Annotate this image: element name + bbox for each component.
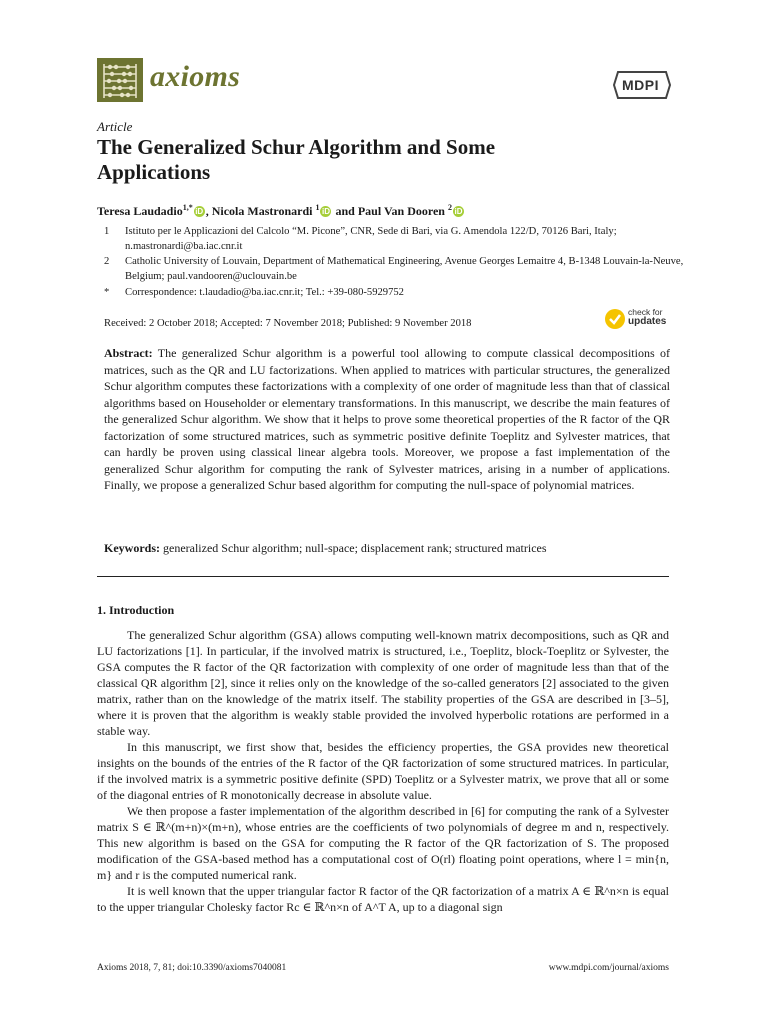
divider bbox=[97, 576, 669, 577]
keywords-label: Keywords: bbox=[104, 541, 160, 555]
section-body bbox=[97, 627, 669, 915]
author-affiliation-mark: 2 bbox=[447, 203, 452, 212]
article-type: Article bbox=[97, 119, 133, 134]
author-name: Teresa Laudadio bbox=[97, 204, 183, 218]
orcid-icon[interactable]: iD bbox=[195, 207, 204, 216]
author-affiliation-mark: 1 bbox=[315, 203, 320, 212]
affiliation-mark: 1 bbox=[104, 226, 110, 237]
check-updates-label: check for updates bbox=[628, 307, 667, 327]
check-for-updates-badge[interactable] bbox=[604, 307, 667, 335]
author-name: Paul Van Dooren bbox=[357, 204, 445, 218]
paragraph: The generalized Schur algorithm (GSA) allows computing well-known matrix decompositions, such as QR and LU factorizations [1]. In particular, if the involved matrix is structured, i.e., Toeplitz, block-Toeplitz or Sylvester, the GSA computes the R factor of the QR factorization with complexity of one order of magnitude less than that of the classical QR algorithm [2], since it relies only on the knowledge of the so-called generators [2] associated to the given matrix, rather than on the knowledge of the matrix itself. The stability properties of the GSA are described in [3–5], where it is proven that the algorithm is weakly stable provided the involved hyperbolic rotations are performed in a stable way. bbox=[97, 628, 669, 738]
check-updates-icon bbox=[604, 308, 626, 330]
orcid-icon[interactable]: iD bbox=[321, 207, 330, 216]
paragraph: It is well known that the upper triangular factor R factor of the QR factorization of a matrix A ∈ ℝ^n×n is equal to the upper triangular Cholesky factor Rc ∈ ℝ^n×n of A^T A, up to a diagonal sign bbox=[97, 884, 669, 914]
section-heading: 1. Introduction bbox=[97, 603, 175, 617]
author-affiliation-mark: 1,* bbox=[182, 203, 193, 212]
keywords-text: generalized Schur algorithm; null-space; displacement rank; structured matrices bbox=[163, 541, 547, 555]
paragraph: In this manuscript, we first show that, besides the efficiency properties, the GSA provides new theoretical insights on the bounds of the entries of the R factor of the QR factorization of some structured matrices. In particular, if the involved matrix is a symmetric positive definite (SPD) Toeplitz or a Sylvester matrix, we prove that all or some of the diagonal entries of R monotonically decrease in absolute value. bbox=[97, 740, 669, 802]
affiliation-mark: * bbox=[104, 287, 110, 298]
publisher-logo bbox=[612, 68, 672, 107]
journal-name: axioms bbox=[150, 60, 241, 93]
author-separator: and bbox=[332, 204, 358, 218]
affiliation-mark: 2 bbox=[104, 256, 110, 267]
paragraph: We then propose a faster implementation of the algorithm described in [6] for computing the rank of a Sylvester matrix S ∈ ℝ^(m+n)×(m+n), whose entries are the coefficients of two polynomials of degree m and n, respectively. This new algorithm is based on the GSA for computing the R factor of the QR factorization of S. The proposed modification of the GSA-based method has a computational cost of O(rl) floating point operations, where l = min{n, m} and r is the computed numerical rank. bbox=[97, 804, 669, 882]
footer-citation: Axioms 2018, 7, 81; doi:10.3390/axioms7040081 bbox=[97, 963, 287, 973]
publication-dates: Received: 2 October 2018; Accepted: 7 November 2018; Published: 9 November 2018 bbox=[104, 318, 472, 329]
author-separator: , bbox=[205, 204, 212, 218]
journal-logo bbox=[97, 58, 143, 102]
author-list bbox=[97, 203, 465, 219]
orcid-icon[interactable]: iD bbox=[454, 207, 463, 216]
abstract bbox=[104, 345, 670, 494]
abstract-text: The generalized Schur algorithm is a powerful tool allowing to compute classical decompositions of matrices, such as the QR and LU factorizations. When applied to matrices with particular structures, the generalized Schur algorithm computes these factorizations with a complexity of one order of magnitude less than that of classical algorithms based on Householder or elementary transformations. In this manuscript, we describe the main features of the generalized Schur algorithm. We show that it helps to prove some theoretical properties of the R factor of the QR factorization of some structured matrices, such as symmetric positive definite Toeplitz and Sylvester matrices, that can hardly be proven using classical linear algebra tools. Moreover, we propose a fast implementation of the generalized Schur algorithm for computing the rank of Sylvester matrices, arising in a number of applications. Finally, we propose a generalized Schur based algorithm for computing the null-space of polynomial matrices. bbox=[104, 346, 670, 492]
author-name: Nicola Mastronardi bbox=[211, 204, 313, 218]
footer-url[interactable]: www.mdpi.com/journal/axioms bbox=[548, 963, 669, 973]
article-title: The Generalized Schur Algorithm and Some Applications bbox=[97, 135, 496, 184]
affiliation-text: Catholic University of Louvain, Department of Mathematical Engineering, Avenue Georges Lemaitre 4, B-1348 Louvain-la-Neuve, Belgium; paul.vandooren@uclouvain.be bbox=[125, 256, 684, 282]
affiliation-text: Correspondence: t.laudadio@ba.iac.cnr.it; Tel.: +39-080-5929752 bbox=[125, 287, 404, 298]
abstract-label: Abstract: bbox=[104, 346, 153, 360]
affiliation-text: Istituto per le Applicazioni del Calcolo “M. Picone”, CNR, Sede di Bari, via G. Amendola 122/D, 70126 Bari, Italy; n.mastronardi@ba.iac.cnr.it bbox=[125, 226, 617, 252]
keywords bbox=[104, 541, 670, 556]
publisher-name: MDPI bbox=[622, 77, 659, 93]
